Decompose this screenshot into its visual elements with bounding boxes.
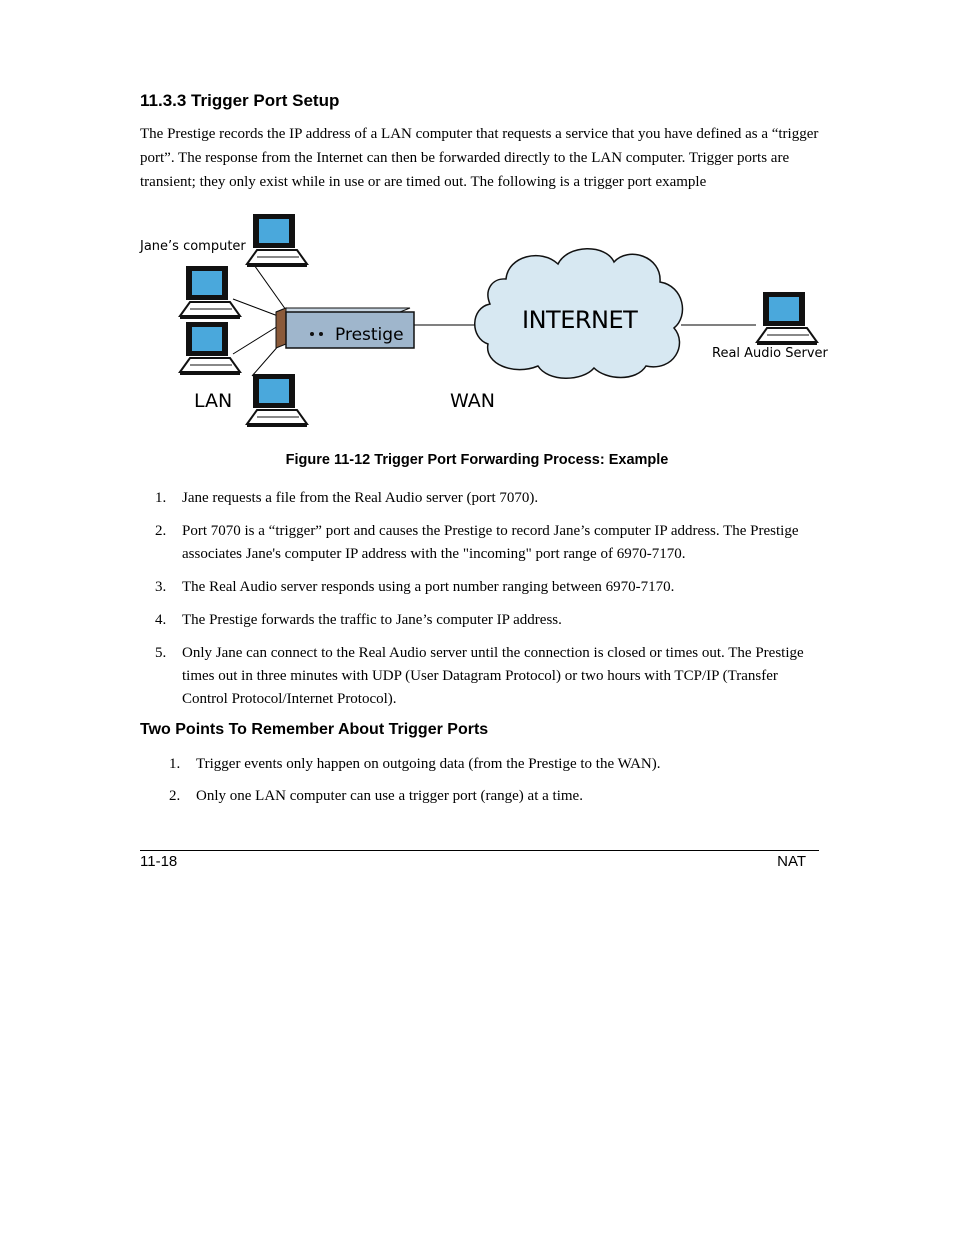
lan-computer-icon <box>180 266 240 319</box>
chapter-name: NAT <box>777 853 806 870</box>
step-number: 1. <box>155 490 167 506</box>
wan-label: WAN <box>450 390 495 412</box>
janes-computer-label: Jane’s computer <box>140 239 246 254</box>
figure-caption: Figure 11-12 Trigger Port Forwarding Process: Example <box>285 452 669 468</box>
step-number: 2. <box>155 523 167 539</box>
step-text: The Prestige forwards the traffic to Jane’s computer IP address. <box>182 612 562 628</box>
step-number: 4. <box>155 612 167 628</box>
prestige-router-icon <box>276 308 414 348</box>
list-item <box>155 576 822 599</box>
step-text: Only Jane can connect to the Real Audio server until the connection is closed or times out. The Prestige times out in three minutes with UDP (User Datagram Protocol) or two hours with TCP/IP (Transfer Control Protocol/Internet Protocol). <box>182 645 804 707</box>
step-text: Port 7070 is a “trigger” port and causes the Prestige to record Jane’s computer IP address. The Prestige associates Jane's computer IP address with the "incoming" port range of 6970-7170. <box>182 523 799 562</box>
intro-paragraph: The Prestige records the IP address of a LAN computer that requests a service that you have defined as a “trigger port”. The response from the Internet can then be forwarded directly to the LAN computer. Trigger ports are transient; they only exist while in use or are timed out. The following is a trigger port example <box>140 126 819 190</box>
page-number: 11-18 <box>140 853 178 870</box>
process-steps-list <box>155 487 822 721</box>
real-audio-server-icon <box>757 292 817 345</box>
step-text: Jane requests a file from the Real Audio server (port 7070). <box>182 490 539 506</box>
footer-divider <box>140 850 819 851</box>
point-text: Trigger events only happen on outgoing data (from the Prestige to the WAN). <box>196 756 661 772</box>
point-number: 1. <box>169 756 181 772</box>
prestige-label: Prestige <box>335 325 404 345</box>
list-item <box>155 520 822 566</box>
lan-computer-icon <box>247 374 307 427</box>
subsection-heading: Two Points To Remember About Trigger Ports <box>140 721 489 738</box>
list-item <box>169 753 816 776</box>
lan-label: LAN <box>194 390 233 412</box>
list-item <box>155 487 822 510</box>
step-number: 3. <box>155 579 167 595</box>
section-heading: 11.3.3 Trigger Port Setup <box>140 91 340 110</box>
list-item <box>155 609 822 632</box>
point-number: 2. <box>169 788 181 804</box>
network-diagram <box>136 204 836 430</box>
janes-computer-icon <box>247 214 307 267</box>
remember-points-list <box>169 753 816 817</box>
internet-label: INTERNET <box>522 306 638 334</box>
step-text: The Real Audio server responds using a port number ranging between 6970-7170. <box>182 579 675 595</box>
real-audio-server-label: Real Audio Server <box>712 346 828 361</box>
lan-computer-icon <box>180 322 240 375</box>
point-text: Only one LAN computer can use a trigger port (range) at a time. <box>196 788 583 804</box>
list-item <box>155 642 822 711</box>
internet-cloud-icon <box>475 249 683 379</box>
step-number: 5. <box>155 645 167 661</box>
list-item <box>169 785 816 808</box>
